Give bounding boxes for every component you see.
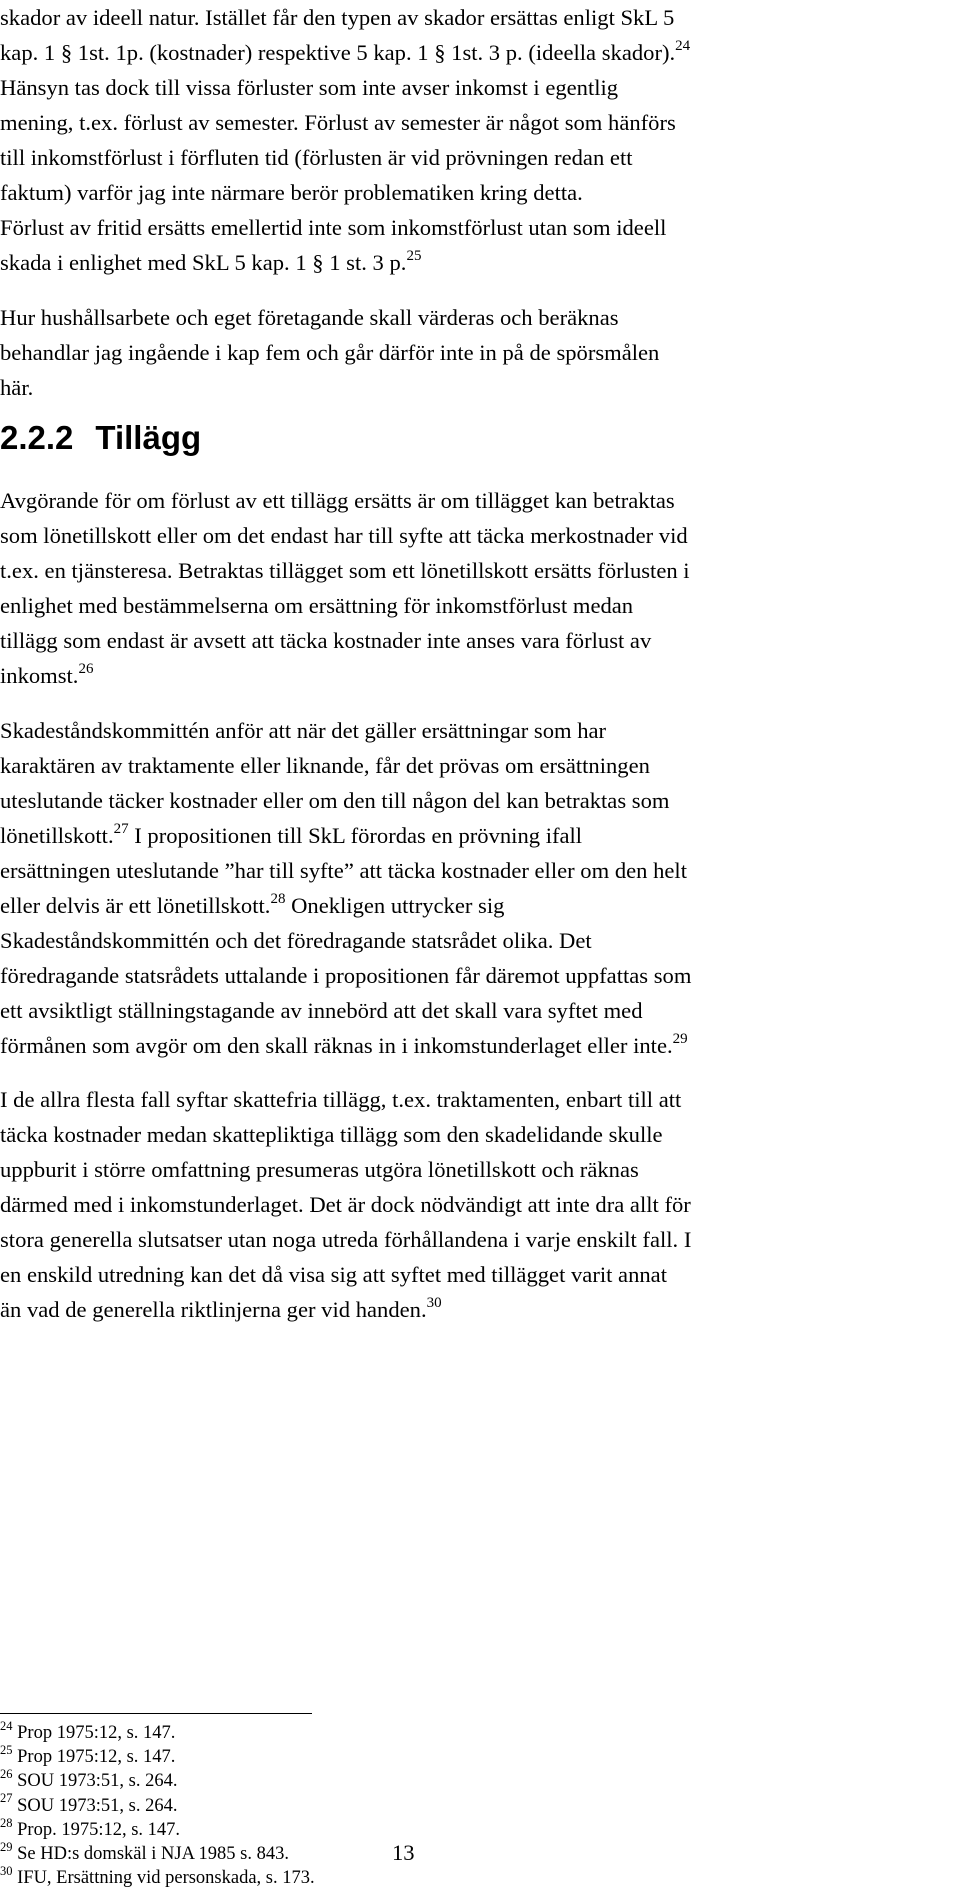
line-text: som lönetillskott eller om det endast har till syfte att täcka merkostnader vid [0, 523, 688, 548]
text-line [0, 748, 650, 783]
footnote-ref: 24 [675, 38, 691, 55]
line-text: Förlust av fritid ersätts emellertid inte som inkomstförlust utan som ideell [0, 215, 667, 240]
line-text: därmed med i inkomstunderlaget. Det är dock nödvändigt att inte dra allt för [0, 1192, 691, 1217]
text-line [0, 658, 93, 693]
line-text: Skadeståndskommittén och det föredragande statsrådet olika. Det [0, 928, 592, 953]
section-number: 2.2.2 [0, 419, 74, 456]
section-title: Tillägg [95, 419, 202, 456]
line-text: tillägg som endast är avsett att täcka kostnader inte anses vara förlust av [0, 628, 652, 653]
footnote [0, 1839, 289, 1866]
text-line [0, 70, 618, 105]
footnote-text: SOU 1973:51, s. 264. [17, 1795, 178, 1816]
line-text: kap. 1 § 1st. 1p. (kostnader) respektive 5 kap. 1 § 1st. 3 p. (ideella skador). [0, 40, 676, 65]
text-line [0, 370, 33, 405]
text-line [0, 623, 651, 658]
text-line [0, 518, 688, 553]
footnote-text: SOU 1973:51, s. 264. [17, 1771, 178, 1792]
text-line [0, 888, 504, 923]
line-text: enlighet med bestämmelserna om ersättning för inkomstförlust medan [0, 593, 634, 618]
footnote-ref: 27 [113, 821, 129, 838]
text-line [0, 1152, 639, 1187]
line-text: uppburit i större omfattning presumeras utgöra lönetillskott och räknas [0, 1157, 639, 1182]
text-line [0, 588, 633, 623]
footnote-text: Prop 1975:12, s. 147. [17, 1723, 176, 1743]
footnote-number: 29 [0, 1839, 13, 1854]
line-text-continued: Onekligen uttrycker sig [285, 893, 505, 918]
footnote-number: 30 [0, 1864, 13, 1879]
text-line [0, 553, 690, 588]
line-text: Hänsyn tas dock till vissa förluster som inte avser inkomst i egentlig [0, 75, 619, 100]
text-line [0, 105, 676, 140]
line-text: eller delvis är ett lönetillskott. [0, 893, 271, 918]
footnote-separator [0, 1713, 312, 1714]
text-line [0, 1117, 663, 1152]
section-heading [0, 416, 201, 460]
line-text: uteslutande täcker kostnader eller om den till någon del kan betraktas som [0, 788, 670, 813]
line-text: t.ex. en tjänsteresa. Betraktas tillägget som ett lönetillskott ersätts förlusten i [0, 558, 690, 583]
footnote-ref: 30 [426, 1295, 442, 1312]
text-line [0, 713, 606, 748]
page-number: 13 [392, 1840, 415, 1865]
text-line [0, 210, 666, 245]
line-text: här. [0, 375, 34, 400]
footnote-number: 27 [0, 1791, 13, 1806]
footnote [0, 1718, 176, 1745]
text-line [0, 300, 619, 335]
text-line [0, 483, 675, 518]
footnote-number: 26 [0, 1767, 13, 1782]
text-line [0, 35, 690, 70]
line-text-continued: I propositionen till SkL förordas en prövning ifall [128, 823, 583, 848]
line-text: lönetillskott. [0, 823, 114, 848]
line-text: täcka kostnader medan skattepliktiga tillägg som den skadelidande skulle [0, 1122, 663, 1147]
text-line [0, 1187, 691, 1222]
footnote [0, 1745, 175, 1769]
line-text: Avgörande för om förlust av ett tillägg ersätts är om tillägget kan betraktas [0, 488, 675, 513]
text-line [0, 1222, 691, 1257]
line-text: faktum) varför jag inte närmare berör problematiken kring detta. [0, 180, 583, 205]
footnote-text: Prop 1975:12, s. 147. [17, 1747, 176, 1768]
text-line [0, 958, 691, 993]
text-line [0, 0, 674, 35]
text-line [0, 1082, 681, 1117]
footnote [0, 1791, 178, 1818]
text-line [0, 853, 687, 888]
text-line [0, 818, 582, 853]
text-line [0, 923, 592, 958]
footnote-number: 24 [0, 1718, 13, 1733]
footnote-number: 25 [0, 1743, 13, 1758]
line-text: skador av ideell natur. Istället får den typen av skador ersättas enligt SkL 5 [0, 5, 675, 30]
text-line [0, 783, 669, 818]
text-line [0, 993, 643, 1028]
line-text: föredragande statsrådets uttalande i propositionen får däremot uppfattas som [0, 963, 692, 988]
line-text: ersättningen uteslutande ”har till syfte” att täcka kostnader eller om den helt [0, 858, 687, 883]
footnote [0, 1815, 181, 1842]
footnote-text: Se HD:s domskäl i NJA 1985 s. 843. [17, 1844, 289, 1864]
footnote [0, 1769, 177, 1793]
footnote-number: 28 [0, 1815, 13, 1830]
line-text: I de allra flesta fall syftar skattefria tillägg, t.ex. traktamenten, enbart till att [0, 1087, 682, 1112]
line-text: ett avsiktligt ställningstagande av innebörd att det skall vara syftet med [0, 998, 643, 1023]
text-line [0, 1257, 667, 1292]
text-line [0, 175, 583, 210]
text-line [0, 140, 633, 175]
line-text: än vad de generella riktlinjerna ger vid handen. [0, 1297, 427, 1322]
footnote-ref: 28 [270, 891, 286, 908]
text-line [0, 1028, 688, 1063]
footnote-ref: 25 [406, 248, 422, 265]
text-line [0, 1292, 442, 1327]
line-text: mening, t.ex. förlust av semester. Förlust av semester är något som hänförs [0, 110, 676, 135]
line-text: förmånen som avgör om den skall räknas in i inkomstunderlaget eller inte. [0, 1033, 673, 1058]
line-text: till inkomstförlust i förfluten tid (förlusten är vid prövningen redan ett [0, 145, 633, 170]
line-text: stora generella slutsatser utan noga utreda förhållandena i varje enskilt fall. I [0, 1227, 692, 1252]
line-text: en enskild utredning kan det då visa sig att syftet med tillägget varit annat [0, 1262, 667, 1287]
text-line [0, 245, 421, 280]
footnote-ref: 29 [672, 1031, 688, 1048]
line-text: karaktären av traktamente eller liknande, får det prövas om ersättningen [0, 753, 650, 778]
footnote-text: IFU, Ersättning vid personskada, s. 173. [17, 1868, 315, 1889]
text-line [0, 335, 659, 370]
line-text: Skadeståndskommittén anför att när det gäller ersättningar som har [0, 718, 607, 743]
footnote-text: Prop. 1975:12, s. 147. [17, 1819, 181, 1840]
line-text: skada i enlighet med SkL 5 kap. 1 § 1 st. 3 p. [0, 250, 407, 275]
line-text: inkomst. [0, 663, 79, 688]
footnote-ref: 26 [78, 661, 94, 678]
line-text: Hur hushållsarbete och eget företagande skall värderas och beräknas [0, 305, 619, 330]
line-text: behandlar jag ingående i kap fem och går därför inte in på de spörsmålen [0, 340, 660, 365]
